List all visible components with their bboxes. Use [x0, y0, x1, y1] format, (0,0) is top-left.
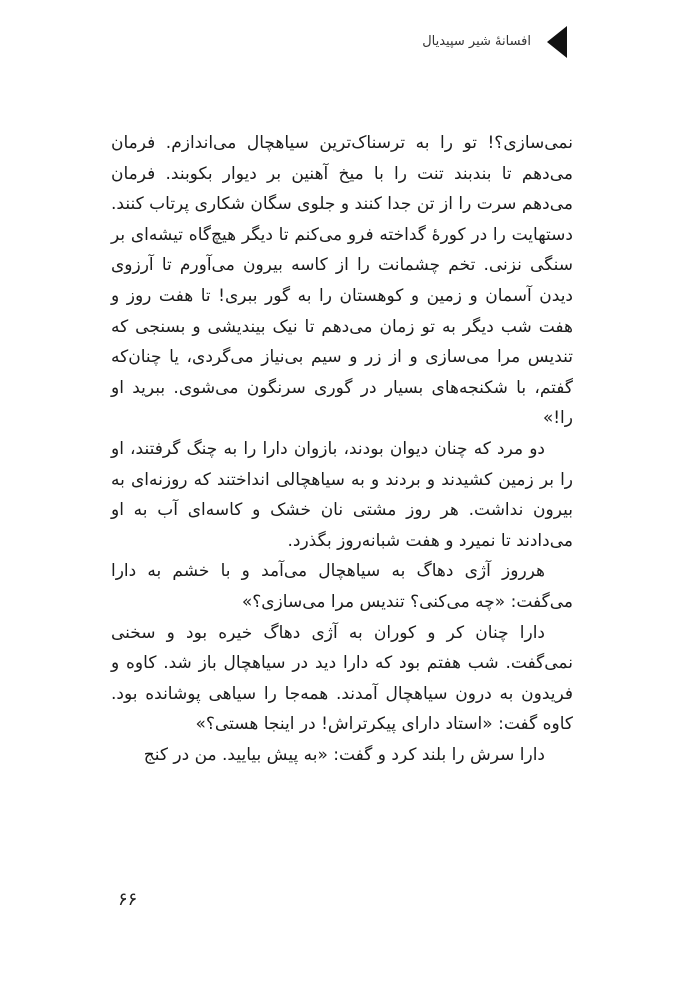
paragraph: دو مرد که چنان دیوان بودند، بازوان دارا را به چنگ گرفتند، او را بر زمین کشیدند و بردند و به سیاهچالی انداختند که روزنه‌ای به بیرون نداشت. هر روز مشتی نان خشک و کاسه‌ای آب به او می‌دادند تا نمیرد و هفت شبانه‌روز بگذرد.: [111, 438, 573, 551]
paragraph: نمی‌سازی؟! تو را به ترسناک‌ترین سیاهچال می‌اندازم. فرمان می‌دهم تا بندبند تنت را با میخ آهنین بر دیوار بکوبند. فرمان می‌دهم سرت را از تن جدا کنند و جلوی سگان شکاری پرتاب کنند. دستهایت را در کورهٔ گداخته فرو می‌کنم تا دیگر هیچ‌گاه تیشه‌ای بر سنگی نزنی. تخم چشمانت را از کاسه بیرون می‌آورم تا آرزوی دیدن آسمان و زمین و کوهستان را به گور ببری! تا هفت روز و هفت شب دیگر به تو زمان می‌دهم تا نیک بیندیشی و بسنجی که تندیس مرا می‌سازی و از زر و سیم بی‌نیاز می‌گردی، یا چنان‌که گفتم، با شکنجه‌های بسیار در گوری سرنگون می‌شوی. ببرید او را!»: [111, 133, 573, 429]
paragraph: هرروز آژی دهاگ به سیاهچال می‌آمد و با خشم به دارا می‌گفت: «چه می‌کنی؟ تندیس مرا می‌سازی؟»: [111, 561, 573, 612]
page-header: [0, 26, 679, 66]
paragraph: دارا سرش را بلند کرد و گفت: «به پیش بیایید. من در کنج: [143, 744, 545, 765]
page-number: ۶۶: [118, 889, 138, 910]
triangle-marker-icon: [547, 26, 567, 58]
body-text: [111, 128, 573, 770]
paragraph: دارا چنان کر و کوران به آژی دهاگ خیره بود و سخنی نمی‌گفت. شب هفتم بود که دارا دید در سیاهچال باز شد. کاوه و فریدون به درون سیاهچال آمدند. همه‌جا را سیاهی پوشانده بود. کاوه گفت: «استاد دارای پیکرتراش! در اینجا هستی؟»: [111, 622, 573, 735]
running-title: افسانهٔ شیر سپیدیال: [422, 34, 531, 49]
